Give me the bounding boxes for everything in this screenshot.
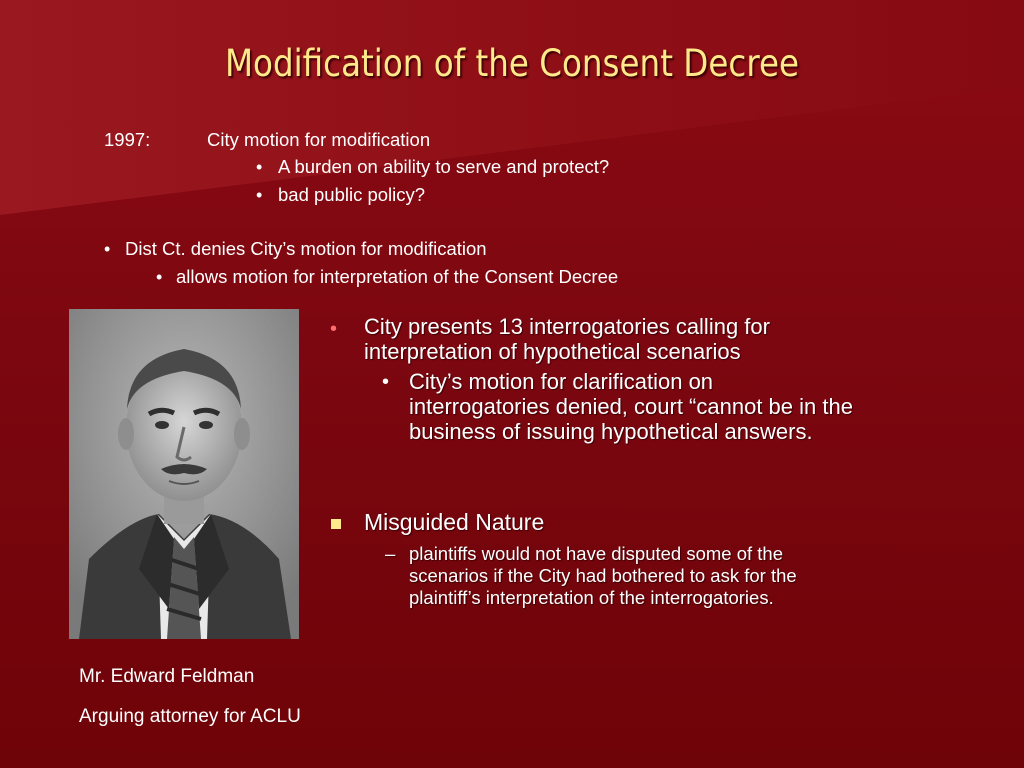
item2-heading: Misguided Nature [364,509,545,535]
year-label: 1997: [104,129,151,150]
sub-item-burden: A burden on ability to serve and protect? [278,156,610,177]
bullet-icon: • [330,318,338,340]
sub-item-policy: bad public policy? [278,184,426,205]
background-accent-band [0,0,1024,215]
item2-sub-line2: scenarios if the City had bothered to ask for the [409,565,797,586]
portrait-illustration [69,309,299,639]
dash-bullet-icon: – [385,543,396,564]
attorney-photo [69,309,299,639]
item2-sub-line3: plaintiff’s interpretation of the interrogatories. [409,587,774,608]
bullet-icon: • [104,239,111,259]
item1-sub-line1: City’s motion for clarification on [409,369,714,394]
caption-name: Mr. Edward Feldman [79,666,255,687]
city-motion-text: City motion for modification [207,129,431,150]
caption-role: Arguing attorney for ACLU [79,706,301,727]
item2-sub-line1: plaintiffs would not have disputed some of the [409,543,784,564]
slide-title: Modification of the Consent Decree [224,42,800,85]
bullet-icon: • [156,267,163,287]
item1-line1: City presents 13 interrogatories calling for [364,314,770,339]
item1-sub-line2: interrogatories denied, court “cannot be in the [409,394,853,419]
dist-ct-text: Dist Ct. denies City’s motion for modification [125,238,487,259]
bullet-icon: • [256,157,263,177]
item1-sub-line3: business of issuing hypothetical answers. [409,419,813,444]
bullet-icon: • [382,371,390,393]
bullet-icon: • [256,185,263,205]
dist-ct-sub-text: allows motion for interpretation of the Consent Decree [176,266,619,287]
square-bullet-icon [331,519,341,529]
item1-line2: interpretation of hypothetical scenarios [364,339,741,364]
